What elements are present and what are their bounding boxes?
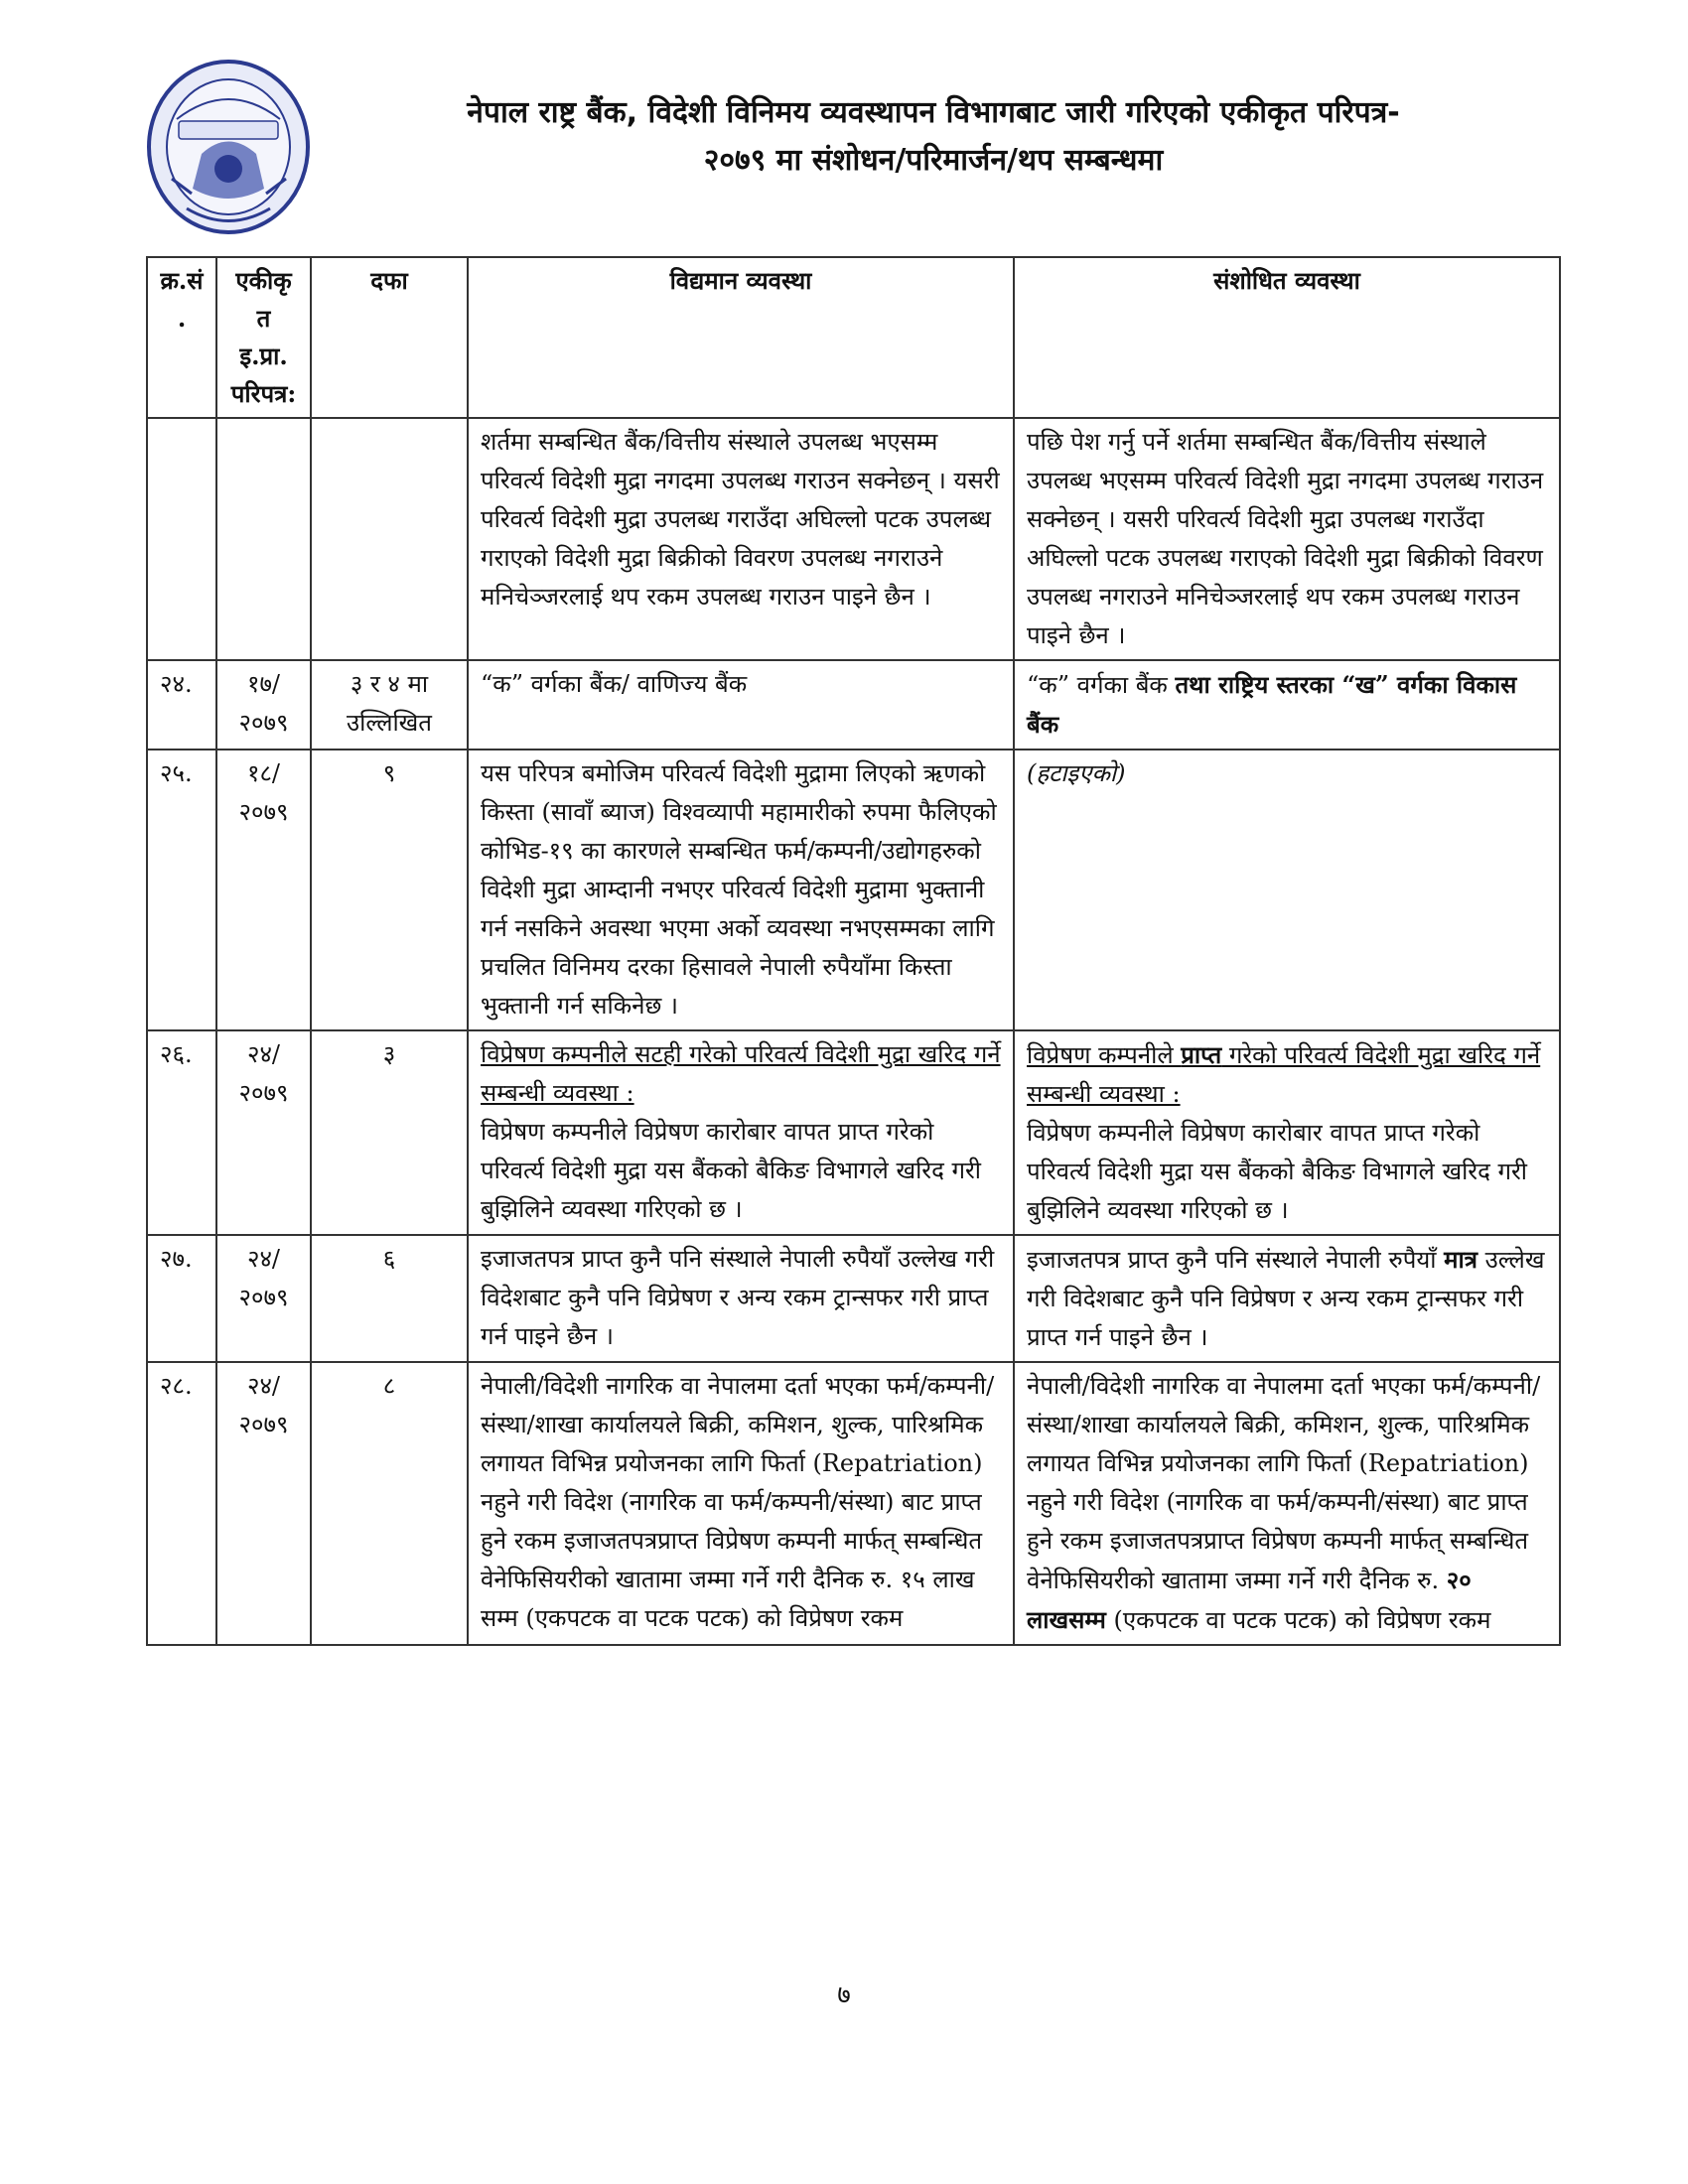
revised-bold-text: प्राप्त xyxy=(1181,1040,1222,1069)
cell-circular: २४/ २०७९ xyxy=(216,1362,311,1645)
header-section: दफा xyxy=(311,257,468,418)
cell-serial: २५. xyxy=(147,750,216,1030)
cell-existing: यस परिपत्र बमोजिम परिवर्त्य विदेशी मुद्रामा लिएको ऋणको किस्ता (सावाँ ब्याज) विश्वव्यापी महामारीको रुपमा फैलिएको कोभिड-१९ का कारणले सम्बन्धित फर्म/कम्पनी/उद्योगहरुको विदेशी मुद्रा आम्दानी नभएर परिवर्त्य विदेशी मुद्रामा भुक्तानी गर्न नसकिने अवस्था भएमा अर्को व्यवस्था नभएसम्मका लागि प्रचलित विनिमय दरका हिसावले नेपाली रुपैयाँमा किस्ता भुक्तानी गर्न सकिनेछ । xyxy=(468,750,1014,1030)
cell-existing xyxy=(468,1030,1014,1235)
cell-circular: २४/ २०७९ xyxy=(216,1030,311,1235)
header-circular: एकीकृत इ.प्रा. परिपत्र: xyxy=(216,257,311,418)
cell-revised xyxy=(1014,660,1560,750)
revised-body: विप्रेषण कम्पनीले विप्रेषण कारोबार वापत प्राप्त गरेको परिवर्त्य विदेशी मुद्रा यस बैंकको बैकिङ विभागले खरिद गरी बुझिलिने व्यवस्था गरिएको छ । xyxy=(1027,1119,1528,1224)
cell-circular xyxy=(216,418,311,660)
cell-serial: २७. xyxy=(147,1235,216,1362)
table-row xyxy=(147,1235,1560,1362)
cell-serial: २४. xyxy=(147,660,216,750)
existing-body: विप्रेषण कम्पनीले विप्रेषण कारोबार वापत प्राप्त गरेको परिवर्त्य विदेशी मुद्रा यस बैंकको बैकिङ विभागले खरिद गरी बुझिलिने व्यवस्था गरिएको छ । xyxy=(481,1118,982,1223)
revised-bold-text: मात्र xyxy=(1444,1245,1477,1274)
header-revised-provision: संशोधित व्यवस्था xyxy=(1014,257,1560,418)
revised-subheading-part: गरेको परिवर्त्य विदेशी मुद्रा खरिद गर्ने सम्बन्धी व्यवस्था : xyxy=(1027,1041,1541,1108)
table-header-row xyxy=(147,257,1560,418)
cell-existing: शर्तमा सम्बन्धित बैंक/वित्तीय संस्थाले उपलब्ध भएसम्म परिवर्त्य विदेशी मुद्रा नगदमा उपलब्ध गराउन सक्नेछन् । यसरी परिवर्त्य विदेशी मुद्रा उपलब्ध गराउँदा अघिल्लो पटक उपलब्ध गराएको विदेशी मुद्रा बिक्रीको विवरण उपलब्ध नगराउने मनिचेञ्जरलाई थप रकम उपलब्ध गराउन पाइने छैन । xyxy=(468,418,1014,660)
cell-section: ८ xyxy=(311,1362,468,1645)
cell-existing: नेपाली/विदेशी नागरिक वा नेपालमा दर्ता भएका फर्म/कम्पनी/संस्था/शाखा कार्यालयले बिक्री, कमिशन, शुल्क, पारिश्रमिक लगायत विभिन्न प्रयोजनका लागि फिर्ता (Repatriation) नहुने गरी विदेश (नागरिक वा फर्म/कम्पनी/संस्था) बाट प्राप्त हुने रकम इजाजतपत्रप्राप्त विप्रेषण कम्पनी मार्फत् सम्बन्धित वेनेफिसियरीको खातामा जम्मा गर्ने गरी दैनिक रु. १५ लाख सम्म (एकपटक वा पटक पटक) को विप्रेषण रकम xyxy=(468,1362,1014,1645)
amendment-table xyxy=(146,256,1561,1646)
existing-subheading: विप्रेषण कम्पनीले सटही गरेको परिवर्त्य विदेशी मुद्रा खरिद गर्ने सम्बन्धी व्यवस्था : xyxy=(481,1040,1001,1107)
revised-bold-text: तथा राष्ट्रिय स्तरका “ख” वर्गका विकास बैंक xyxy=(1027,670,1517,739)
document-heading xyxy=(338,89,1529,185)
cell-circular: १८/ २०७९ xyxy=(216,750,311,1030)
revised-text: नेपाली/विदेशी नागरिक वा नेपालमा दर्ता भएका फर्म/कम्पनी/संस्था/शाखा कार्यालयले बिक्री, कमिशन, शुल्क, पारिश्रमिक लगायत विभिन्न प्रयोजनका लागि फिर्ता (Repatriation) नहुने गरी विदेश (नागरिक वा फर्म/कम्पनी/संस्था) बाट प्राप्त हुने रकम इजाजतपत्रप्राप्त विप्रेषण कम्पनी मार्फत् सम्बन्धित वेनेफिसियरीको खातामा जम्मा गर्ने गरी दैनिक रु. xyxy=(1027,1372,1541,1594)
cell-circular: २४/ २०७९ xyxy=(216,1235,311,1362)
revised-subheading xyxy=(1027,1035,1547,1114)
heading-line-1: नेपाल राष्ट्र बैंक, विदेशी विनिमय व्यवस्थापन विभागबाट जारी गरिएको एकीकृत परिपत्र- xyxy=(467,95,1400,130)
table-row xyxy=(147,660,1560,750)
cell-existing: “क” वर्गका बैंक/ वाणिज्य बैंक xyxy=(468,660,1014,750)
cell-section: ३ xyxy=(311,1030,468,1235)
revised-text: (एकपटक वा पटक पटक) को विप्रेषण रकम xyxy=(1105,1606,1491,1634)
heading-line-2: २०७९ मा संशोधन/परिमार्जन/थप सम्बन्धमा xyxy=(703,143,1164,178)
cell-section: ६ xyxy=(311,1235,468,1362)
cell-serial xyxy=(147,418,216,660)
cell-existing: इजाजतपत्र प्राप्त कुनै पनि संस्थाले नेपाली रुपैयाँ उल्लेख गरी विदेशबाट कुनै पनि विप्रेषण र अन्य रकम ट्रान्सफर गरी प्राप्त गर्न पाइने छैन । xyxy=(468,1235,1014,1362)
nepal-rastra-bank-logo xyxy=(147,60,311,240)
revised-subheading-part: विप्रेषण कम्पनीले xyxy=(1027,1041,1182,1069)
revised-text: इजाजतपत्र प्राप्त कुनै पनि संस्थाले नेपाली रुपैयाँ xyxy=(1027,1246,1445,1274)
revised-text: उल्लेख गरी विदेशबाट कुनै पनि विप्रेषण र अन्य रकम ट्रान्सफर गरी प्राप्त गर्न पाइने छैन । xyxy=(1027,1246,1545,1351)
cell-serial: २८. xyxy=(147,1362,216,1645)
revised-text: “क” वर्गका बैंक xyxy=(1027,671,1176,699)
table-row xyxy=(147,418,1560,660)
header-serial-number: क्र.सं. xyxy=(147,257,216,418)
cell-section: ९ xyxy=(311,750,468,1030)
table-row xyxy=(147,1030,1560,1235)
page-number: ७ xyxy=(837,1980,851,2010)
cell-circular: १७/ २०७९ xyxy=(216,660,311,750)
cell-revised xyxy=(1014,1030,1560,1235)
cell-section: ३ र ४ मा उल्लिखित xyxy=(311,660,468,750)
cell-revised xyxy=(1014,1362,1560,1645)
revised-bold-text: २० लाखसम्म xyxy=(1027,1566,1472,1634)
cell-revised xyxy=(1014,1235,1560,1362)
cell-section xyxy=(311,418,468,660)
cell-revised: पछि पेश गर्नु पर्ने शर्तमा सम्बन्धित बैंक/वित्तीय संस्थाले उपलब्ध भएसम्म परिवर्त्य विदेशी मुद्रा नगदमा उपलब्ध गराउन सक्नेछन् । यसरी परिवर्त्य विदेशी मुद्रा उपलब्ध गराउँदा अघिल्लो पटक उपलब्ध गराएको विदेशी मुद्रा बिक्रीको विवरण उपलब्ध नगराउने मनिचेञ्जरलाई थप रकम उपलब्ध गराउन पाइने छैन । xyxy=(1014,418,1560,660)
table-row xyxy=(147,750,1560,1030)
header-existing-provision: विद्यमान व्यवस्था xyxy=(468,257,1014,418)
cell-revised: (हटाइएको) xyxy=(1014,750,1560,1030)
table-row xyxy=(147,1362,1560,1645)
cell-serial: २६. xyxy=(147,1030,216,1235)
